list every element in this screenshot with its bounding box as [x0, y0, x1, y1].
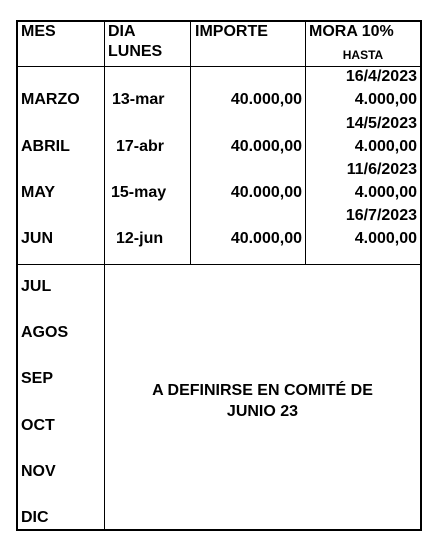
row-4-importe: 40.000,00 — [230, 230, 302, 247]
row-3-importe: 40.000,00 — [230, 184, 302, 201]
pending-month-agos: AGOS — [21, 324, 69, 341]
row-3-hasta: 11/6/2023 — [346, 161, 417, 178]
row-1-hasta: 16/4/2023 — [345, 68, 417, 85]
header-mora: MORA 10% — [309, 23, 394, 40]
row-3-mora: 4.000,00 — [354, 184, 417, 201]
row-4-hasta: 16/7/2023 — [345, 207, 417, 224]
row-2-dia: 17-abr — [116, 138, 165, 155]
row-2-mes: ABRIL — [21, 138, 70, 155]
row-1-importe: 40.000,00 — [230, 91, 302, 108]
row-3-dia: 15-may — [111, 184, 167, 201]
row-2-importe: 40.000,00 — [230, 138, 302, 155]
row-3-mes: MAY — [21, 184, 56, 201]
header-lunes: LUNES — [108, 43, 163, 60]
row-4-mora: 4.000,00 — [354, 230, 417, 247]
row-2-hasta: 14/5/2023 — [345, 115, 417, 132]
header-importe: IMPORTE — [195, 23, 268, 40]
row-2-mora: 4.000,00 — [354, 138, 417, 155]
header-mes: MES — [21, 23, 56, 40]
row-1-mora: 4.000,00 — [354, 91, 417, 108]
pending-month-sep: SEP — [21, 370, 54, 387]
pending-month-dic: DIC — [21, 509, 49, 526]
pending-month-nov: NOV — [21, 463, 56, 480]
row-1-mes: MARZO — [21, 91, 80, 108]
row-1-dia: 13-mar — [112, 91, 165, 108]
row-4-mes: JUN — [21, 230, 54, 247]
pending-note-line-2: JUNIO 23 — [226, 403, 299, 420]
pending-month-jul: JUL — [21, 278, 52, 295]
header-dia: DIA — [108, 23, 136, 40]
header-hasta: HASTA — [342, 48, 384, 62]
pending-month-oct: OCT — [21, 417, 55, 434]
section-divider — [18, 264, 420, 265]
row-4-dia: 12-jun — [116, 230, 164, 247]
payment-schedule-table — [16, 20, 422, 531]
pending-note-line-1: A DEFINIRSE EN COMITÉ DE — [152, 382, 373, 399]
